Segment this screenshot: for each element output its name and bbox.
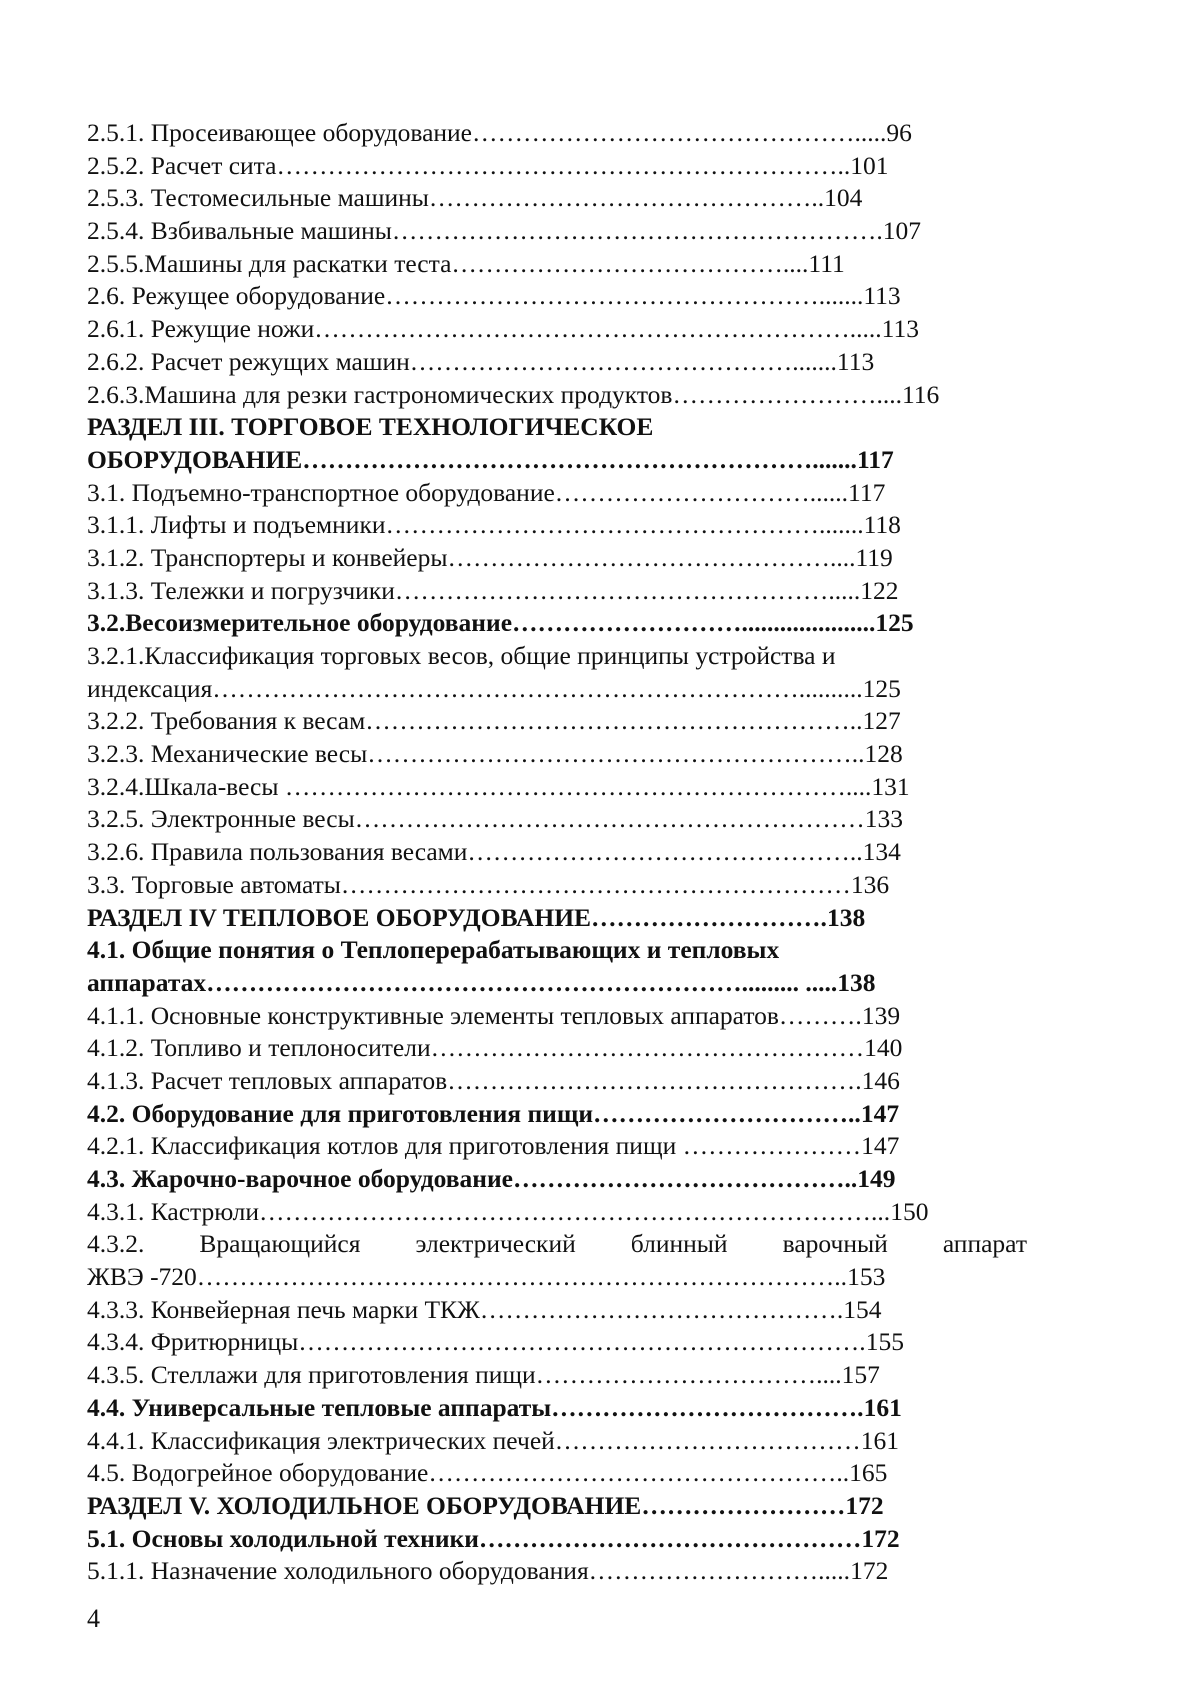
toc-entry [87, 215, 1027, 248]
toc-entry [87, 542, 1027, 575]
toc-entry-page: 154 [843, 1294, 882, 1324]
toc-entry-page: 138 [837, 967, 876, 997]
toc-entry-page: 125 [875, 608, 914, 638]
toc-entry-title: 4.1.3. Расчет тепловых аппаратов…………………………………………. [87, 1065, 862, 1095]
toc-entry-title: 3.2.5. Электронные весы…………………………………………………… [87, 804, 865, 834]
toc-entry-page: 96 [886, 118, 912, 147]
toc-entry [87, 1555, 1027, 1588]
toc-entry [87, 248, 1027, 281]
toc-entry [87, 1000, 1027, 1033]
toc-entry-title: 4.4.1. Классификация электрических печей……………………………… [87, 1425, 861, 1455]
toc-entry-page: 161 [863, 1392, 902, 1422]
toc-entry [87, 1032, 1027, 1065]
toc-entry [87, 1294, 1027, 1327]
toc-entry-page: 147 [860, 1098, 900, 1128]
toc-entry [87, 182, 1027, 215]
toc-entry-page: 139 [861, 1000, 901, 1030]
toc-entry-title: 3.1.1. Лифты и подъемники……………………………………………....... [87, 510, 864, 540]
toc-entry-page: ...125 [843, 673, 901, 703]
toc-entry [87, 575, 1027, 608]
toc-entry [87, 836, 1027, 869]
toc-entry-title: 4.5. Водогрейное оборудование………………………………………….. [87, 1458, 850, 1488]
toc-entry-title: 3.3. Торговые автоматы…………………………………………………… [87, 869, 851, 899]
toc-entry [87, 509, 1027, 542]
toc-entry-page: 128 [864, 739, 903, 769]
toc-entry-page: 116 [901, 379, 940, 409]
toc-entry [87, 1457, 1027, 1490]
toc-entry [87, 150, 1027, 183]
toc-entry-title: 3.1.3. Тележки и погрузчики……………………………………………..... [87, 575, 861, 605]
toc-entry [87, 1130, 1027, 1163]
toc-entry-title: ОБОРУДОВАНИЕ……………………………………………………....... [87, 444, 857, 474]
toc-entry-page: 101 [850, 150, 889, 180]
page-number: 4 [87, 1604, 100, 1633]
toc-entry-title: 3.1. Подъемно-транспортное оборудование…………………………...... [87, 477, 849, 507]
toc-entry [87, 1523, 1027, 1556]
toc-entry-title: 2.5.5.Машины для раскатки теста………………………………….. [87, 248, 796, 278]
toc-entry-page: 131 [871, 771, 910, 801]
toc-entry-title: РАЗДЕЛ III. ТОРГОВОЕ ТЕХНОЛОГИЧЕСКОЕ [87, 412, 654, 442]
toc-entry [87, 738, 1027, 771]
toc-entry-page: 134 [862, 837, 901, 867]
toc-entry-title: 4.1. Общие понятия о Теплоперерабатывающих и тепловых [87, 935, 780, 965]
toc-entry [87, 640, 1027, 673]
toc-entry-title: РАЗДЕЛ V. ХОЛОДИЛЬНОЕ ОБОРУДОВАНИЕ…………………… [87, 1490, 846, 1520]
toc-entry [87, 1425, 1027, 1458]
toc-entry-page: 150 [890, 1196, 929, 1226]
toc-entry-page: 157 [841, 1360, 880, 1390]
toc-entry [87, 869, 1027, 902]
toc-entry-title: 2.6.2. Расчет режущих машин………………………………………....... [87, 346, 837, 376]
toc-entry-page: 119 [855, 542, 893, 572]
toc-entry-title: 3.2.Весоизмерительное оборудование………………………..................... [87, 608, 876, 638]
toc-entry-title: 3.2.4.Шкала-весы ………………………………………………………….... [87, 771, 872, 801]
toc-entry-page: 155 [865, 1327, 904, 1357]
toc-entry-title: 4.3.1. Кастрюли………………………………………………………………... [87, 1196, 891, 1226]
toc-entry-title: 4.3.5. Стеллажи для приготовления пищи…………………………….... [87, 1360, 842, 1390]
toc-entry [87, 673, 1027, 706]
toc-entry [87, 705, 1027, 738]
toc-entry-page: 147 [861, 1131, 900, 1161]
toc-entry-page: 172 [861, 1523, 900, 1553]
toc-entry [87, 771, 1027, 804]
toc-entry-title: индексация……………………………………………………………....... [87, 673, 844, 703]
toc-entry-page: 133 [864, 804, 903, 834]
toc-entry-title: 3.2.1.Классификация торговых весов, общие принципы устройства и [87, 641, 836, 670]
toc-entry [87, 1163, 1027, 1196]
toc-entry [87, 902, 1027, 935]
toc-entry-title: 5.1. Основы холодильной техники……………………………………… [87, 1523, 862, 1553]
toc-entry-page: 149 [857, 1164, 896, 1193]
toc-entry-title: 4.3.4. Фритюрницы…………………………………………………………. [87, 1327, 866, 1357]
toc-entry-title: 3.2.2. Требования к весам………………………………………………….. [87, 706, 863, 736]
toc-entry-page: 138 [826, 902, 866, 932]
toc-entry [87, 346, 1027, 379]
toc-entry [87, 803, 1027, 836]
toc-entry [87, 280, 1027, 313]
toc-entry-title: 3.1.2. Транспортеры и конвейеры……………………………………….... [87, 542, 856, 572]
toc-entry-page: 118 [863, 510, 901, 540]
toc-entry-title: 4.1.1. Основные конструктивные элементы тепловых аппаратов………. [87, 1000, 862, 1030]
toc-entry [87, 477, 1027, 510]
toc-entry [87, 444, 1027, 477]
toc-entry-title: РАЗДЕЛ IV ТЕПЛОВОЕ ОБОРУДОВАНИЕ………………………. [87, 902, 827, 932]
toc-entry-title: 2.6.1. Режущие ножи……………………………………………………….. [87, 314, 863, 344]
toc-entry-title: 4.2.1. Классификация котлов для приготовления пищи ………………… [87, 1131, 862, 1161]
toc-entry [87, 1392, 1027, 1425]
toc-entry-page: 117 [848, 477, 886, 507]
toc-entry [87, 313, 1027, 346]
toc-entry-page: 113 [863, 281, 901, 311]
toc-entry-page: 127 [862, 706, 901, 736]
toc-entry-page: 122 [860, 575, 899, 605]
toc-entry-page: 172 [845, 1490, 884, 1520]
toc-entry [87, 1359, 1027, 1392]
toc-entry-title: 4.3. Жарочно-варочное оборудование………………………………….. [87, 1164, 858, 1193]
toc-entry [87, 1065, 1027, 1098]
toc-entry-word: аппарат [942, 1229, 1027, 1259]
toc-entry [87, 1196, 1027, 1229]
toc-entry-word: электрический [415, 1229, 576, 1259]
toc-entry [87, 607, 1027, 640]
toc-entry-page: ..104 [811, 183, 863, 213]
toc-entry-title: 2.5.3. Тестомесильные машины……………………………………… [87, 183, 812, 213]
toc-entry [87, 1490, 1027, 1523]
toc-entry-title: 2.5.2. Расчет сита………………………………………………………….. [87, 150, 851, 180]
toc-entry-title: 2.6. Режущее оборудование……………………………………………....... [87, 281, 864, 311]
toc-entry-title: 2.6.3.Машина для резки гастрономических продуктов…………………….... [87, 379, 902, 409]
toc-entry [87, 379, 1027, 412]
toc-entry [87, 934, 1027, 967]
toc-entry-page: 113 [836, 346, 875, 376]
toc-entry-word: варочный [782, 1229, 888, 1259]
toc-entry-page: ...113 [862, 314, 919, 344]
toc-entry-title: 5.1.1. Назначение холодильного оборудования………………………..... [87, 1556, 851, 1586]
toc-entry-title: 3.2.6. Правила пользования весами……………………………………….. [87, 837, 863, 867]
toc-entry [87, 967, 1027, 1000]
toc-entry-title: 4.4. Универсальные тепловые аппараты………………………………. [87, 1392, 864, 1422]
toc-entry-title: ЖВЭ -720………………………………………………………………….. [87, 1262, 848, 1292]
toc-entry-word: 4.3.2. [87, 1229, 145, 1259]
toc-entry-title: 2.5.4. Взбивальные машины…………………………………………………. [87, 216, 883, 246]
toc-entry [87, 1228, 1027, 1261]
toc-entry-page: 172 [850, 1556, 889, 1586]
toc-entry-page: 153 [847, 1262, 886, 1292]
toc-entry [87, 1261, 1027, 1294]
toc-entry [87, 1326, 1027, 1359]
toc-entry-page: 146 [861, 1065, 900, 1095]
toc-entry-page: 165 [849, 1458, 888, 1488]
toc-entry [87, 117, 1027, 150]
toc-entry [87, 411, 1027, 444]
toc-entry-title: аппаратах………………………………………………………......... ..... [87, 967, 838, 997]
toc-entry-title: 2.5.1. Просеивающее оборудование………………………………………..... [87, 118, 887, 147]
toc-entry-page: 107 [882, 216, 921, 246]
toc-entry-page: 161 [860, 1425, 900, 1455]
toc-entry-title: 3.2.3. Механические весы………………………………………………….. [87, 739, 865, 769]
toc-entry-title: 4.3.3. Конвейерная печь марки ТКЖ……………………………………. [87, 1294, 844, 1324]
toc-entry-title: 4.1.2. Топливо и теплоносители…………………………………………… [87, 1033, 865, 1063]
toc-entry-page: 140 [864, 1033, 903, 1063]
toc-entry-title: 4.2. Оборудование для приготовления пищи………………………….. [87, 1098, 861, 1128]
toc-entry-word: блинный [630, 1229, 728, 1259]
toc-entry [87, 1098, 1027, 1131]
toc-entry-word: Вращающийся [199, 1229, 361, 1259]
toc-entry-page: 136 [850, 869, 890, 899]
toc-entry-page: ..111 [795, 248, 845, 278]
toc-entry-page: 117 [856, 444, 894, 474]
table-of-contents [87, 117, 1027, 1588]
